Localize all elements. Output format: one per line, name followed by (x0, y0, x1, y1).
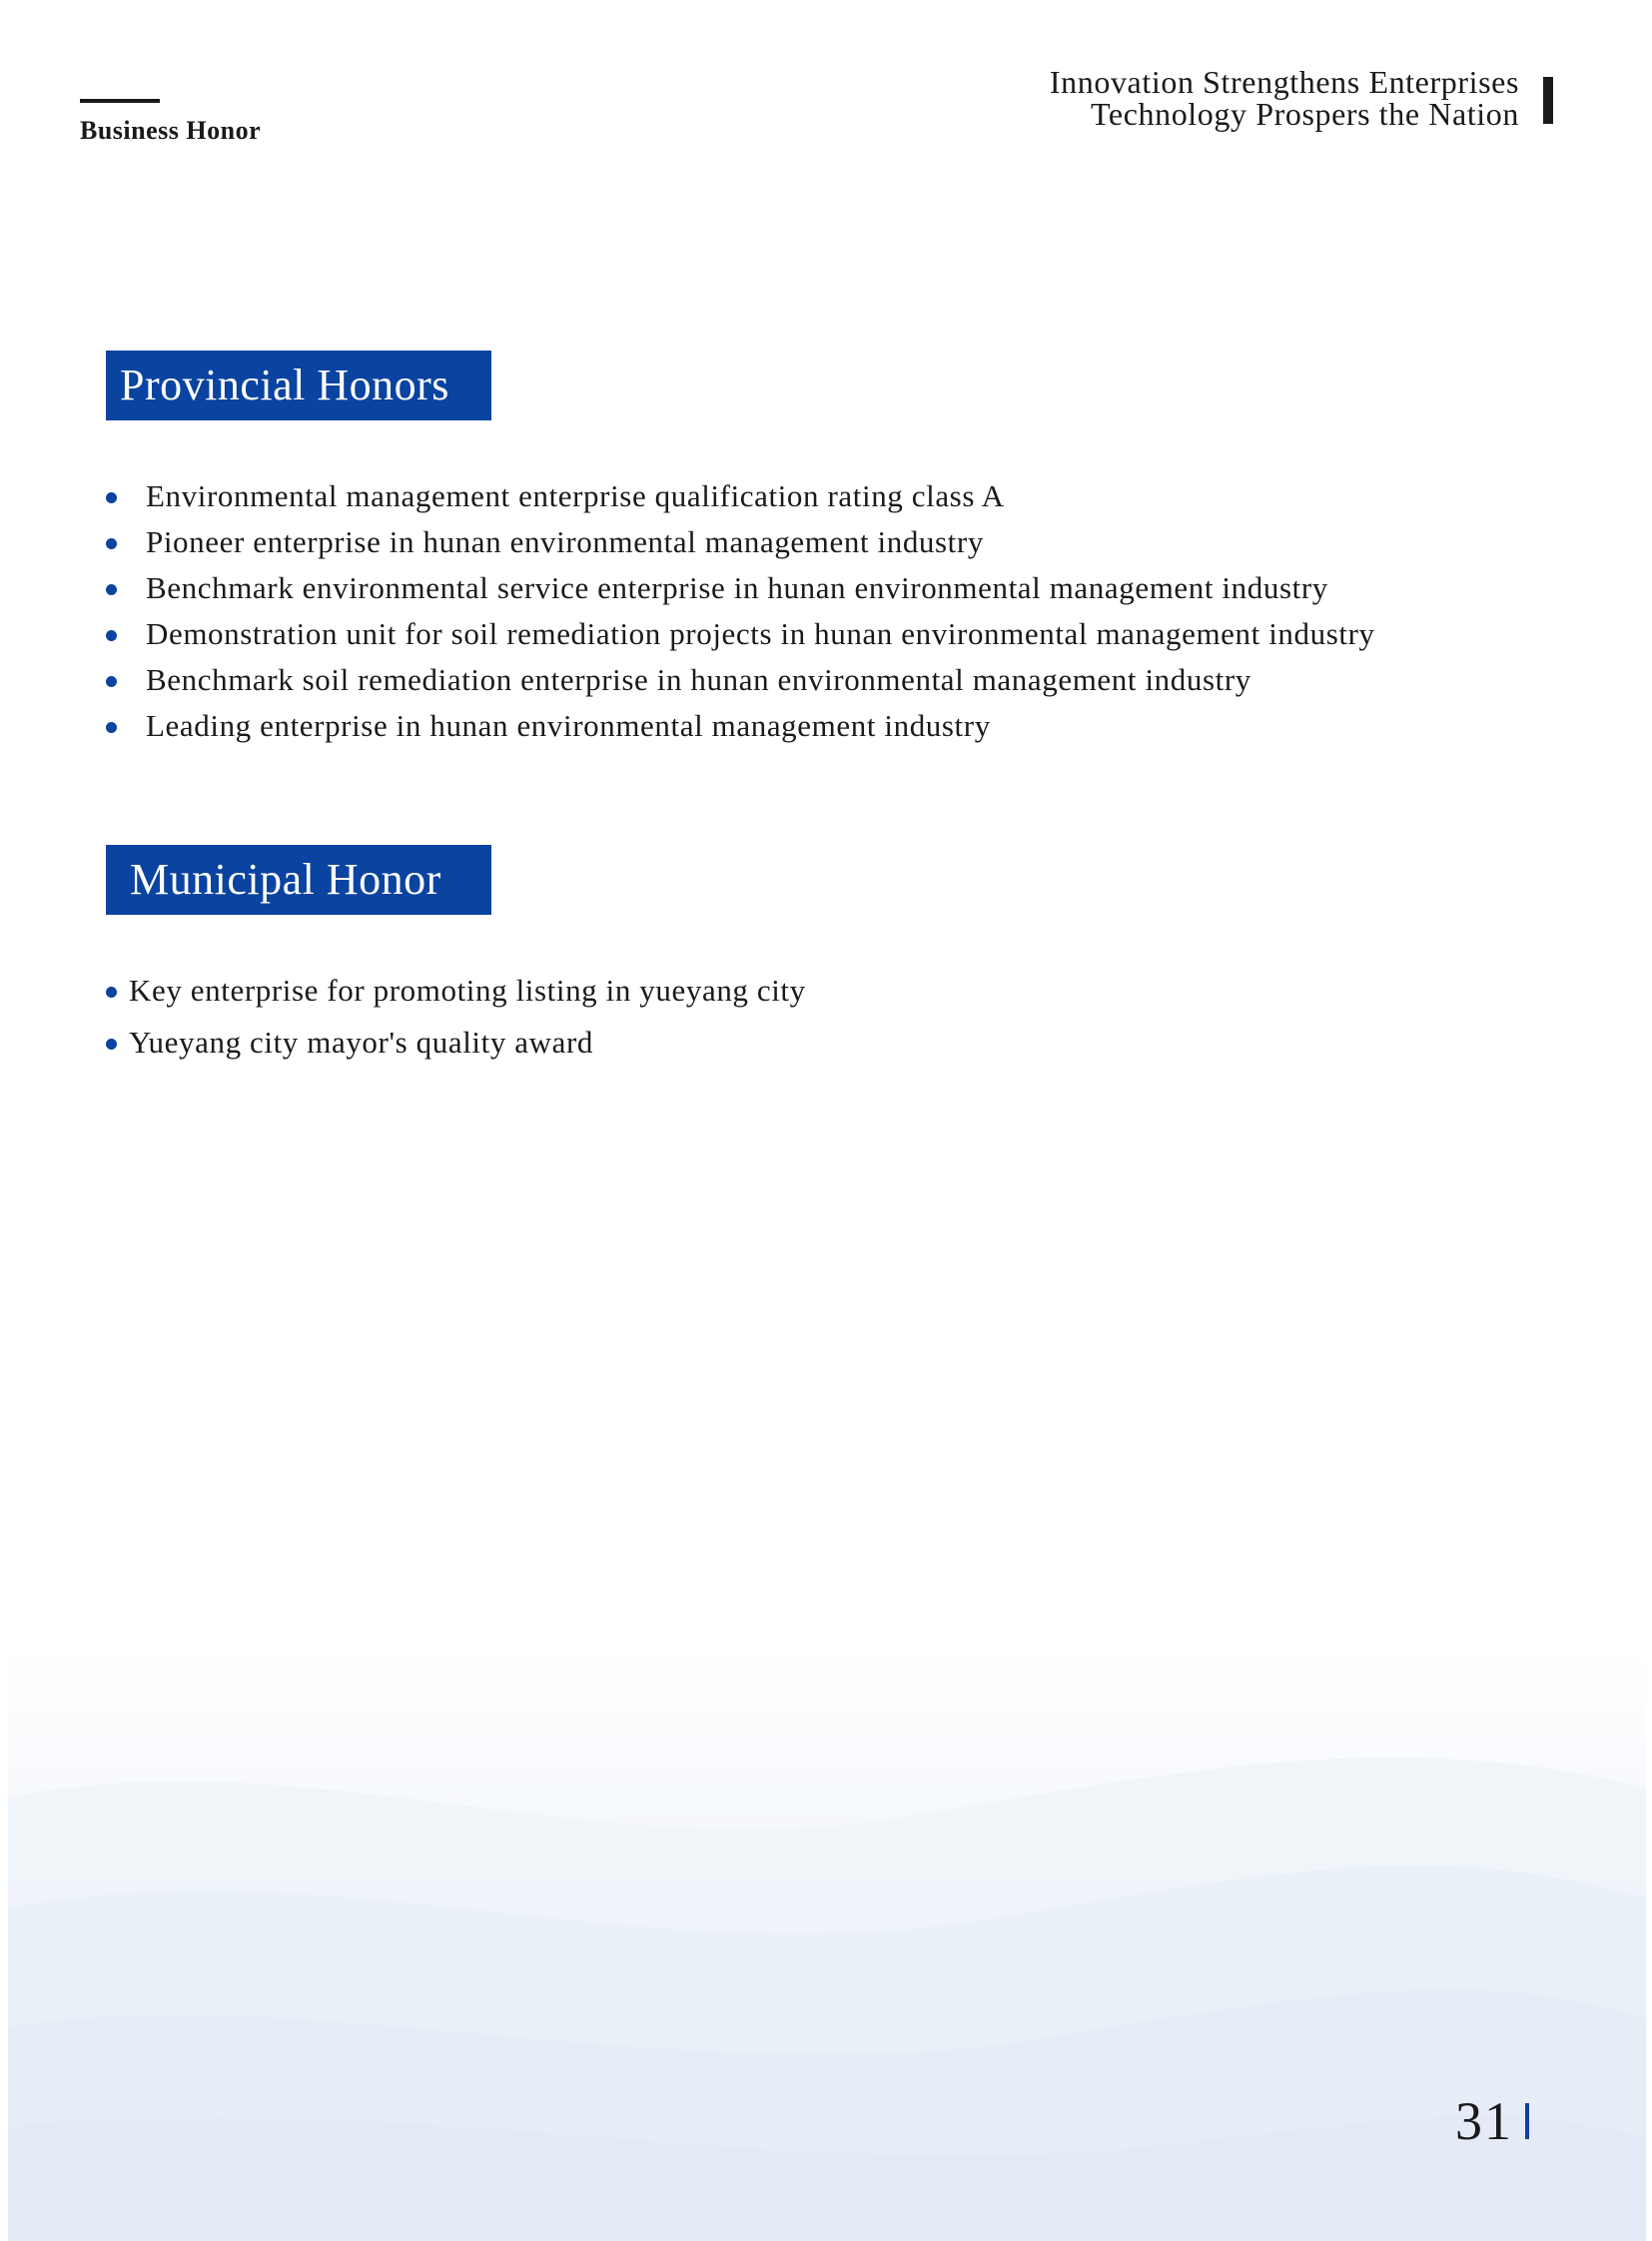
section-label: Business Honor (80, 116, 262, 145)
list-item (106, 473, 1375, 519)
slogan (1050, 66, 1519, 130)
bullet-icon (106, 676, 117, 687)
bullet-icon (106, 584, 117, 595)
list-item (106, 565, 1375, 611)
provincial-honors-list (106, 473, 1375, 749)
bullet-icon (106, 987, 117, 998)
list-item-text: Benchmark soil remediation enterprise in hunan environmental management industry (146, 662, 1251, 697)
header-rule (80, 99, 160, 103)
list-item-text: Demonstration unit for soil remediation projects in hunan environmental management industry (146, 616, 1375, 651)
page-number: 31 (1455, 2091, 1513, 2151)
slogan-line-2: Technology Prospers the Nation (1090, 96, 1519, 132)
page-number-bar (1525, 2103, 1529, 2139)
municipal-honors-list (106, 965, 806, 1069)
slogan-bar (1543, 77, 1553, 124)
slogan-line-1: Innovation Strengthens Enterprises (1049, 64, 1519, 100)
bullet-icon (106, 722, 117, 733)
list-item-text: Environmental management enterprise qualification rating class A (146, 478, 1005, 513)
list-item (106, 965, 806, 1017)
list-item (106, 611, 1375, 657)
list-item (106, 1017, 806, 1069)
wave-background (0, 1648, 1652, 2241)
list-item-text: Pioneer enterprise in hunan environmental management industry (146, 524, 984, 559)
list-item (106, 657, 1375, 703)
list-item (106, 703, 1375, 749)
list-item-text: Leading enterprise in hunan environmental management industry (146, 708, 991, 743)
list-item-text: Yueyang city mayor's quality award (129, 1025, 594, 1060)
list-item-text: Key enterprise for promoting listing in yueyang city (129, 973, 806, 1008)
provincial-heading: Provincial Honors (106, 351, 491, 420)
list-item (106, 519, 1375, 565)
municipal-heading: Municipal Honor (106, 845, 491, 915)
bullet-icon (106, 538, 117, 549)
bullet-icon (106, 492, 117, 503)
bullet-icon (106, 630, 117, 641)
list-item-text: Benchmark environmental service enterprise in hunan environmental management industry (146, 570, 1328, 605)
bullet-icon (106, 1039, 117, 1050)
